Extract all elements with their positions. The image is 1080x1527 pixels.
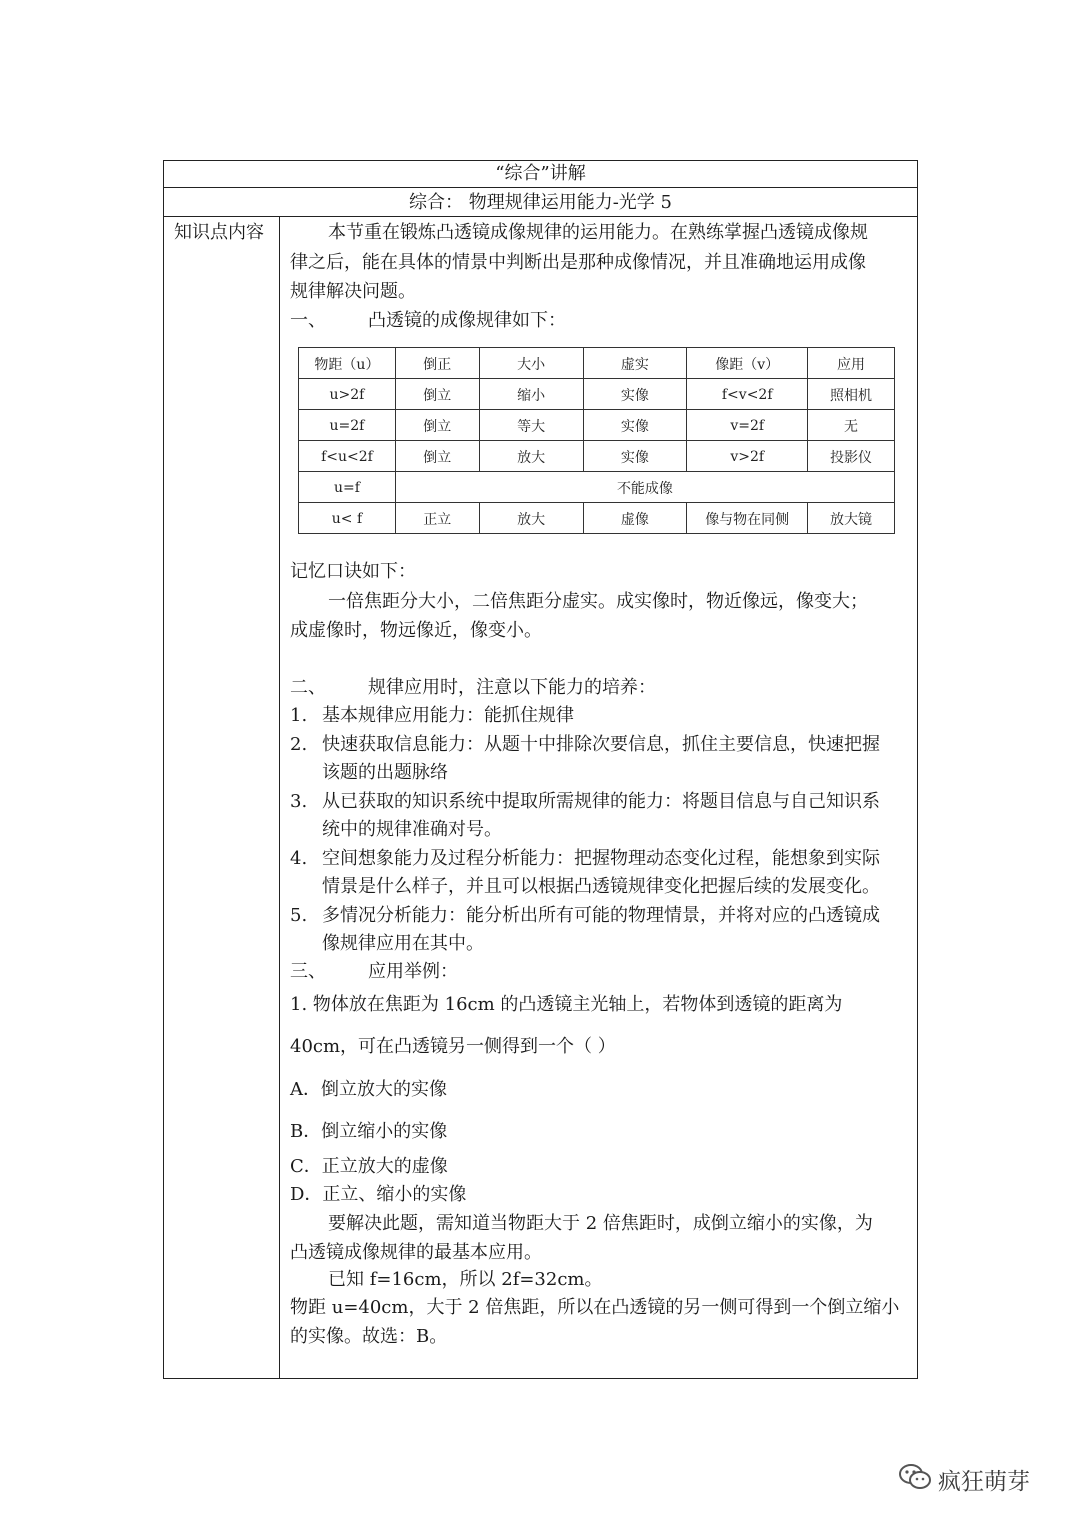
watermark-text: 疯狂萌芽: [938, 1468, 1030, 1495]
ability-number: 3.: [290, 791, 308, 812]
header-cell: 像距（v）: [687, 348, 808, 379]
table-cell: 放大: [479, 503, 583, 534]
option-a: A．倒立放大的实像: [290, 1079, 447, 1100]
solution-line-1: 要解决此题，需知道当物距大于 2 倍焦距时，成倒立缩小的实像，为: [328, 1213, 873, 1234]
table-cell: f<u<2f: [299, 441, 396, 472]
watermark: [898, 1462, 1030, 1496]
option-b: B．倒立缩小的实像: [290, 1121, 448, 1142]
table-row: [299, 379, 895, 410]
lens-rules-table: [298, 347, 895, 534]
header-cell: 虚实: [583, 348, 687, 379]
question-line-1: 1. 物体放在焦距为 16cm 的凸透镜主光轴上，若物体到透镜的距离为: [290, 994, 843, 1015]
section-3-number: 三、: [290, 961, 326, 982]
table-cell: u=2f: [299, 410, 396, 441]
table-header-row: [299, 348, 895, 379]
header-cell: 大小: [479, 348, 583, 379]
ability-line: 情景是什么样子，并且可以根据凸透镜规律变化把握后续的发展变化。: [322, 876, 880, 897]
question-line-2: 40cm，可在凸透镜另一侧得到一个（ ）: [290, 1036, 616, 1057]
ability-number: 2.: [290, 734, 308, 755]
ability-line: 统中的规律准确对号。: [322, 819, 502, 840]
column-divider: [279, 216, 280, 1379]
ability-line: 多情况分析能力：能分析出所有可能的物理情景，并将对应的凸透镜成: [322, 905, 880, 926]
ability-number: 5.: [290, 905, 308, 926]
table-cell: 像与物在同侧: [687, 503, 808, 534]
table-row: [299, 410, 895, 441]
table-cell: 虚像: [583, 503, 687, 534]
table-cell: 放大镜: [808, 503, 895, 534]
section-2-title: 规律应用时，注意以下能力的培养：: [368, 677, 656, 698]
ability-line: 该题的出题脉络: [322, 762, 448, 783]
solution-line-2: 凸透镜成像规律的最基本应用。: [290, 1242, 542, 1263]
table-cell: 倒立: [395, 410, 479, 441]
ability-number: 4.: [290, 848, 308, 869]
table-cell: 实像: [583, 410, 687, 441]
memory-line-1: 一倍焦距分大小，二倍焦距分虚实。成实像时，物近像远，像变大；: [328, 591, 868, 612]
table-cell: v>2f: [687, 441, 808, 472]
table-cell: 缩小: [479, 379, 583, 410]
section-1-number: 一、: [290, 310, 326, 331]
header-cell: 倒正: [395, 348, 479, 379]
ability-line: 基本规律应用能力：能抓住规律: [322, 705, 574, 726]
table-cell-merged: 不能成像: [395, 472, 894, 503]
table-cell: 照相机: [808, 379, 895, 410]
option-c: C．正立放大的虚像: [290, 1156, 448, 1177]
option-d: D．正立、缩小的实像: [290, 1184, 467, 1205]
header-cell: 应用: [808, 348, 895, 379]
intro-line-1: 本节重在锻炼凸透镜成像规律的运用能力。在熟练掌握凸透镜成像规: [328, 222, 868, 243]
header-cell: 物距（u）: [299, 348, 396, 379]
intro-line-2: 律之后，能在具体的情景中判断出是那种成像情况，并且准确地运用成像: [290, 252, 866, 273]
ability-line: 快速获取信息能力：从题十中排除次要信息，抓住主要信息，快速把握: [322, 734, 880, 755]
page-title: “综合”讲解: [495, 163, 586, 184]
table-cell: 实像: [583, 379, 687, 410]
table-cell: v=2f: [687, 410, 808, 441]
section-2-number: 二、: [290, 677, 326, 698]
row-divider-2: [163, 216, 918, 217]
row-divider-1: [163, 187, 918, 188]
memory-line-2: 成虚像时，物远像近，像变小。: [290, 620, 542, 641]
table-cell: 等大: [479, 410, 583, 441]
ability-number: 1.: [290, 705, 308, 726]
wechat-icon: [898, 1462, 932, 1496]
intro-line-3: 规律解决问题。: [290, 281, 416, 302]
ability-line: 像规律应用在其中。: [322, 933, 484, 954]
page-subtitle: 综合： 物理规律运用能力-光学 5: [409, 192, 672, 213]
table-cell: 倒立: [395, 441, 479, 472]
table-cell: u=f: [299, 472, 396, 503]
solution-line-3: 已知 f=16cm，所以 2f=32cm。: [328, 1269, 603, 1290]
table-cell: 正立: [395, 503, 479, 534]
content-table-frame: [163, 160, 918, 1379]
table-row: [299, 503, 895, 534]
table-cell: 实像: [583, 441, 687, 472]
section-3-title: 应用举例：: [368, 961, 458, 982]
section-1-title: 凸透镜的成像规律如下：: [368, 310, 566, 331]
solution-line-5: 的实像。故选：B。: [290, 1326, 448, 1347]
ability-line: 从已获取的知识系统中提取所需规律的能力：将题目信息与自己知识系: [322, 791, 880, 812]
table-cell: u< f: [299, 503, 396, 534]
table-cell: 无: [808, 410, 895, 441]
memory-title: 记忆口诀如下：: [290, 561, 416, 582]
table-row: [299, 472, 895, 503]
ability-line: 空间想象能力及过程分析能力：把握物理动态变化过程，能想象到实际: [322, 848, 880, 869]
table-cell: 放大: [479, 441, 583, 472]
table-cell: f<v<2f: [687, 379, 808, 410]
table-cell: u>2f: [299, 379, 396, 410]
solution-line-4: 物距 u=40cm，大于 2 倍焦距，所以在凸透镜的另一侧可得到一个倒立缩小: [290, 1297, 900, 1318]
table-row: [299, 441, 895, 472]
table-cell: 倒立: [395, 379, 479, 410]
knowledge-label: 知识点内容: [174, 222, 264, 243]
table-cell: 投影仪: [808, 441, 895, 472]
